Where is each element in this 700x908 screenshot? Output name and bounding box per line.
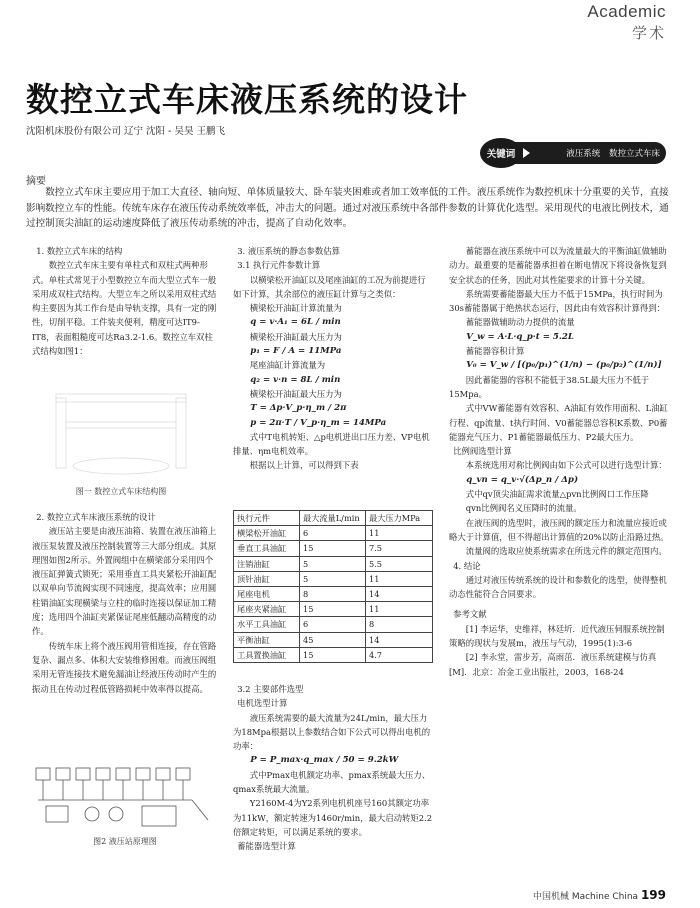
table-cell: 工具置换油缸 [234, 647, 300, 662]
section-4-heading: 4. 结论 [453, 560, 481, 571]
section-3-2-body: 液压系统需要的最大流量为24L/min，最大压力为18Mpa根据以上参数结合如下公式可以得出电机的功率： [233, 712, 431, 752]
lathe-structure-diagram [36, 378, 206, 482]
table-cell: 顶针油缸 [234, 571, 300, 586]
col3-para-2: 系统需要蓄能器最大压力不低于15MPa，执行时间为30s蓄能器属于绝热状态运行，因此由有效容积计算得到： [449, 288, 665, 314]
section-3-2-note: 式中Pmax电机额定功率、pmax系统最大压力、qmax系统最大流量。 [233, 769, 431, 795]
formula-6: V_w = A·L·q_p·t = 5.2L [466, 331, 574, 342]
formula-6-label: 蓄能器做辅助动力提供的流量 [465, 317, 575, 328]
table-cell: 水平工具油缸 [234, 617, 300, 632]
column-3 [449, 244, 671, 679]
section-label-zh: 学术 [631, 24, 666, 42]
table-row [234, 526, 433, 541]
proportional-valve-heading: 比例阀选型计算 [453, 446, 512, 457]
col3-para-4: 式中VW蓄能器有效容积、A油缸有效作用面积、L油缸行程、qp流量、t执行时间、V0蓄能器总容积K系数、P0蓄能器充气压力、P1蓄能器最低压力、P2最大压力。 [449, 403, 668, 442]
table-cell: 注销油缸 [234, 556, 300, 571]
table-cell: 4.7 [366, 647, 433, 662]
table-cell: 5 [300, 556, 366, 571]
parameter-table-wrap [233, 510, 433, 663]
column-2-lower [233, 682, 433, 854]
table-intro: 根据以上计算，可以得到下表 [249, 460, 359, 471]
section-1-body: 数控立式车床主要有单柱式和双柱式两种形式。单柱式常见于小型数控立车而大型立式车一般采用成双柱式结构。大型立车之所以采用双柱式结构主要因为其工作台是由导轨支撑，具有一定的刚性，切削平稳。工件装夹便利，精度可达IT9-IT8，表面粗糙度可达Ra3.2-1.6。数控立车双柱式结构如图1： [32, 260, 217, 357]
page-title: 数控立式车床液压系统的设计 [26, 80, 468, 119]
column-1 [32, 244, 218, 358]
column-1-lower [32, 510, 218, 696]
table-cell: 15 [300, 541, 366, 556]
table-header-cell: 最大流量L/min [300, 511, 366, 526]
table-cell: 5.5 [366, 556, 433, 571]
accumulator-selection-heading: 蓄能器选型计算 [237, 841, 296, 852]
keywords-badge: 关键词 [480, 138, 522, 168]
formula-4b: p = 2π·T / V_p·η_m = 14MPa [250, 417, 387, 428]
table-header-row [234, 511, 433, 526]
table-header-cell: 执行元件 [234, 511, 300, 526]
col3-para-10: 通过对液压传统系统的设计和参数化的选型，使得整机动态性能符合合同要求。 [449, 574, 667, 600]
section-label-en: Academic [587, 2, 666, 21]
abstract-label: 摘要 [26, 176, 46, 187]
formula-8: q_vn = q_v·√(Δp_n / Δp) [466, 474, 579, 485]
col3-para-8: 在液压阀的选型时，液压阀的额定压力和流量应接近或略大于计算值，但不得超出计算值的20%以防止沿路过热。 [449, 517, 669, 542]
table-cell: 7.5 [366, 541, 433, 556]
reference-1: [1] 李运华，史维祥，林廷圻．近代液压伺服系统控制策略的现状与发展m，液压与气动，1995(1):3-6 [449, 623, 665, 649]
table-cell: 平衡油缸 [234, 632, 300, 647]
reference-2: [2] 李永堂，雷步芳，高雨茁．液压系统建模与仿真[M]．北京：冶金工业出版社，2003，168-24 [449, 652, 657, 677]
formula-2-label: 横梁松开油缸最大压力为 [249, 331, 342, 342]
col3-para-7: qvn比例阀名义压降时的流量。 [465, 503, 582, 514]
author-affiliation: 沈阳机床股份有限公司 辽宁 沈阳 - 吴昊 王鹏飞 [26, 126, 226, 137]
section-2-body-1: 液压站主要是由液压油箱、装置在液压油箱上液压泵装置及液压控制装置等三大部分组成。其原理图如图2所示。外置阀组中在横梁部分采用四个液压缸弹簧式锁死；采用垂直工具夹紧松开油缸配以双单向节流阀实现不同速度，提高效率；应用圆柱销油缸实现横梁与立柱的临时连接以保证加工精度；选用四个油缸夹紧保证尾座低翻动高精度的动作。 [32, 526, 217, 637]
figure-2-caption: 图2 液压站原理图 [93, 837, 157, 846]
table-cell: 垂直工具油缸 [234, 541, 300, 556]
page-footer [533, 888, 666, 902]
formula-4a: T = Δp·V_p·η_m / 2π [250, 403, 347, 414]
section-3-1-note: 式中T电机转矩、△p电机进出口压力差、VP电机排量、ηm电机效率。 [233, 431, 430, 457]
formula-3: q₂ = v·n = 8L / min [250, 374, 341, 385]
section-3-heading: 3. 液压系统的静态参数估算 [237, 246, 340, 256]
table-cell: 14 [366, 632, 433, 647]
formula-1-label: 横梁松开油缸计算流量为 [249, 303, 342, 314]
table-cell: 横梁松开油缸 [234, 526, 300, 541]
formula-1: q = v·A₁ = 6L / min [250, 317, 341, 328]
table-cell: 11 [366, 571, 433, 586]
figure-1-caption: 图一 数控立式车床结构图 [75, 487, 167, 496]
table-row [234, 556, 433, 571]
journal-name: 中国机械 Machine China [532, 892, 639, 902]
table-row [234, 602, 433, 617]
table-header-cell: 最大压力MPa [366, 511, 433, 526]
keywords-text: 液压系统 数控立式车床 [566, 149, 660, 159]
arrow-right-icon [523, 148, 530, 158]
column-2 [233, 244, 433, 473]
table-row [234, 647, 433, 662]
table-cell: 11 [366, 526, 433, 541]
section-2-body-2: 传统车床上将个液压阀用管相连接，存在管路复杂、漏点多、体积大安装维修困难。而液压阀组采用无管连接技术避免漏油让经液压传动时产生的振动且在传动过程低管路损耗中效率得以提高。 [32, 640, 217, 694]
formula-5: P = P_max·q_max / 50 = 9.2kW [250, 755, 399, 766]
section-3-1-body: 以横梁松开油缸以及尾座油缸的工况为前提进行如下计算，其余部位的液压缸计算与之类似： [233, 274, 426, 299]
section-3-2-body-2: Y2160M-4为Y2系列电机机座号160其额定功率为11kW，额定转速为1460r/min，最大启动转矩2.2倍额定转矩，可以满足系统的要求。 [233, 798, 433, 837]
col3-para-3: 因此蓄能器的容积不能低于38.5L最大压力不低于15Mpa。 [449, 374, 650, 399]
col3-para-5: 本系统选用对称比例阀由如下公式可以进行选型计算： [465, 460, 667, 471]
section-2-heading: 2. 数控立式车床液压系统的设计 [36, 512, 156, 522]
table-cell: 15 [300, 602, 366, 617]
table-row [234, 617, 433, 632]
table-cell: 6 [300, 617, 366, 632]
formula-7-label: 蓄能器容积计算 [465, 346, 525, 357]
table-cell: 尾座电机 [234, 587, 300, 602]
table-row [234, 571, 433, 586]
section-3-2-heading: 3.2 主要部件选型 [237, 684, 304, 694]
table-cell: 11 [366, 602, 433, 617]
page-number: 199 [640, 888, 666, 902]
formula-7: V₀ = V_w / [(p₀/p₁)^(1/n) − (p₀/p₂)^(1/n)] [466, 360, 662, 371]
col3-para-1: 蓄能器在液压系统中可以为流量最大的平衡油缸做辅助动力。最重要的是蓄能器承担着在断电情况下将设备恢复到安全状态的任务，因此对其性能要求的计算十分关键。 [449, 246, 667, 285]
table-row [234, 541, 433, 556]
table-cell: 尾座夹紧油缸 [234, 602, 300, 617]
table-cell: 8 [300, 587, 366, 602]
table-cell: 45 [300, 632, 366, 647]
formula-2: p₁ = F / A = 11MPa [250, 346, 342, 357]
formula-4-label: 横梁松开油缸最大压力为 [249, 388, 342, 399]
table-cell: 15 [300, 647, 366, 662]
hydraulic-schematic [32, 760, 218, 832]
table-cell: 8 [366, 617, 433, 632]
abstract-body: 数控立式车床主要应用于加工大直径、轴向短、单体质量较大、卧车装夹困难或者加工效率低的工件。液压系统作为数控机床十分重要的关节，直接影响数控立车的性能。传统车床存在液压传动系统效率低，冲击大的问题。通过对液压系统中各部件参数的计算优化选型。采用现代的电液比例技术，通过控制顶尖油缸的运动速度降低了液压传动系统的冲击，提高了自动化效率。 [26, 187, 669, 229]
col3-para-9: 流量阀的选取应使系统需求在所选元件的额定范围内。 [465, 546, 667, 557]
figure-2 [32, 760, 218, 844]
table-row [234, 587, 433, 602]
section-1-heading: 1. 数控立式车床的结构 [36, 246, 123, 256]
table-cell: 6 [300, 526, 366, 541]
table-cell: 5 [300, 571, 366, 586]
references-heading: 参考文献 [453, 609, 487, 620]
table-cell: 14 [366, 587, 433, 602]
table-row [234, 632, 433, 647]
formula-3-label: 尾座油缸计算流量为 [249, 360, 326, 371]
col3-para-6: 式中qv顶尖油缸需求流量△pvn比例阀口工作压降 [465, 489, 649, 500]
figure-1 [36, 378, 206, 496]
parameter-table [233, 510, 433, 663]
motor-selection-heading: 电机选型计算 [237, 698, 288, 709]
section-3-1-heading: 3.1 执行元件参数计算 [237, 260, 321, 271]
